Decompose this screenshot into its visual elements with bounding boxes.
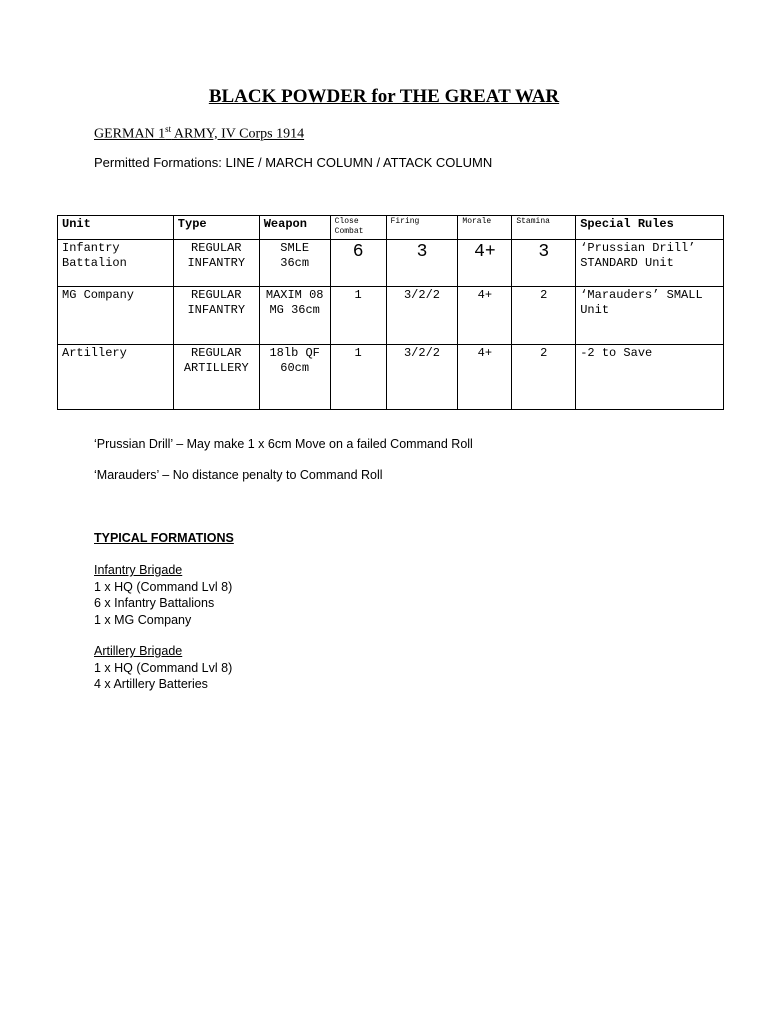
- header-special-rules: Special Rules: [576, 216, 724, 240]
- cell-close-combat: 1: [330, 287, 386, 345]
- header-type: Type: [173, 216, 259, 240]
- list-item: 1 x HQ (Command Lvl 8): [94, 660, 233, 675]
- cell-stamina: 2: [512, 345, 576, 410]
- army-subtitle: [94, 124, 304, 143]
- cell-morale: 4+: [458, 240, 512, 287]
- infantry-brigade: [94, 562, 232, 628]
- cell-unit: MG Company: [58, 287, 174, 345]
- list-item: 4 x Artillery Batteries: [94, 677, 208, 691]
- cell-type: REGULAR ARTILLERY: [173, 345, 259, 410]
- cell-unit: Artillery: [58, 345, 174, 410]
- subtitle-text-rest: ARMY, IV Corps 1914: [171, 126, 305, 142]
- cell-firing: 3/2/2: [386, 287, 458, 345]
- cell-weapon: 18lb QF 60cm: [259, 345, 330, 410]
- header-stamina: Stamina: [512, 216, 576, 240]
- table-row: [58, 287, 724, 345]
- cell-special-rules: -2 to Save: [576, 345, 724, 410]
- section-heading: TYPICAL FORMATIONS: [94, 531, 234, 545]
- subtitle-superscript: st: [165, 124, 172, 134]
- artillery-brigade-heading: Artillery Brigade: [94, 644, 183, 658]
- cell-morale: 4+: [458, 345, 512, 410]
- cell-special-rules: ‘Marauders’ SMALL Unit: [576, 287, 724, 345]
- table-header-row: [58, 216, 724, 240]
- note-prussian-drill: ‘Prussian Drill’ – May make 1 x 6cm Move on a failed Command Roll: [94, 437, 473, 451]
- subtitle-text: GERMAN 1: [94, 126, 166, 142]
- cell-stamina: 3: [512, 240, 576, 287]
- cell-morale: 4+: [458, 287, 512, 345]
- typical-formations-heading: [94, 530, 234, 547]
- infantry-brigade-heading: Infantry Brigade: [94, 563, 183, 577]
- document-title: BLACK POWDER for THE GREAT WAR: [208, 86, 560, 107]
- header-morale: Morale: [458, 216, 512, 240]
- cell-unit: Infantry Battalion: [58, 240, 174, 287]
- cell-weapon: SMLE 36cm: [259, 240, 330, 287]
- header-close-combat: Close Combat: [330, 216, 386, 240]
- cell-weapon: MAXIM 08 MG 36cm: [259, 287, 330, 345]
- list-item: 1 x HQ (Command Lvl 8): [94, 579, 233, 594]
- cell-type: REGULAR INFANTRY: [173, 240, 259, 287]
- table-row: [58, 345, 724, 410]
- list-item: 1 x MG Company: [94, 612, 192, 627]
- cell-close-combat: 6: [330, 240, 386, 287]
- cell-firing: 3/2/2: [386, 345, 458, 410]
- header-unit: Unit: [58, 216, 174, 240]
- note-marauders: ‘Marauders’ – No distance penalty to Command Roll: [94, 468, 383, 482]
- table-row: [58, 240, 724, 287]
- cell-special-rules: ‘Prussian Drill’ STANDARD Unit: [576, 240, 724, 287]
- cell-type: REGULAR INFANTRY: [173, 287, 259, 345]
- artillery-brigade: [94, 643, 232, 693]
- header-weapon: Weapon: [259, 216, 330, 240]
- permitted-formations: Permitted Formations: LINE / MARCH COLUMN / ATTACK COLUMN: [94, 155, 493, 170]
- units-table: [57, 215, 724, 410]
- list-item: 6 x Infantry Battalions: [94, 596, 215, 610]
- cell-close-combat: 1: [330, 345, 386, 410]
- cell-stamina: 2: [512, 287, 576, 345]
- header-firing: Firing: [386, 216, 458, 240]
- cell-firing: 3: [386, 240, 458, 287]
